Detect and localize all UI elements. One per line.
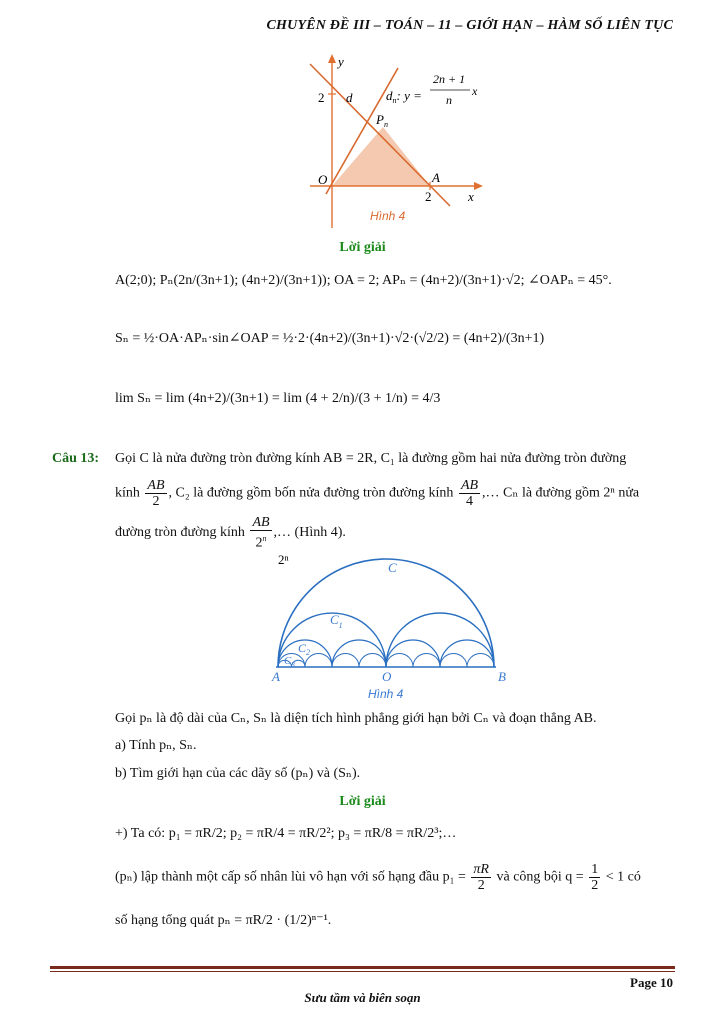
problem-line1: Gọi pₙ là độ dài của Cₙ, Sₙ là diện tích hình phẳng giới hạn bởi Cₙ và đoạn thẳng AB. (115, 711, 597, 726)
label-C3: $C_3$ (284, 655, 295, 669)
label-Pn: $P_n$ (376, 112, 388, 129)
arc-C2 (278, 640, 494, 667)
label-eq-num: 2n + 1 (433, 72, 466, 86)
s2-text-a: (pₙ) lập thành một cấp số nhân lùi vô hạn với số hạng đầu p₁ = (115, 869, 466, 885)
label-B2: B (498, 669, 506, 684)
footer-rule-thick (50, 966, 675, 969)
figure-2-semicircles (270, 550, 520, 700)
arc-C (278, 559, 494, 667)
footer-credit: Sưu tầm và biên soạn (304, 990, 421, 1005)
arc-C1-right (386, 613, 494, 667)
fraction-ab-2: $\frac{AB}{2}$ (147, 478, 165, 509)
question-13-line1: Gọi C là nửa đường tròn đường kính AB = 2R, C₁ là đường gồm hai nửa đường tròn đường (115, 451, 627, 466)
solution1-line2 (115, 330, 544, 347)
y-axis-arrow (328, 54, 336, 63)
solution1-line2-text: Sₙ = ½·OA·APₙ·sin∠OAP = ½·2·(4n+2)/(3n+1)·√2·(√2/2) = (4n+2)/(3n+1) (115, 331, 545, 346)
q13-text-a: kính (115, 485, 140, 501)
question-13-line3 (115, 515, 346, 551)
fraction-1-2: $\frac{1}{2}$ (591, 862, 599, 893)
q13-text-b: , C₂ là đường gồm bốn nửa đường tròn đường kính (168, 485, 454, 501)
s2-text-b: và công bội q = (496, 869, 584, 885)
label-2-x: 2 (425, 189, 432, 204)
fraction-piR-2: $\frac{\pi R}{2}$ (473, 862, 489, 893)
label-eq-den: n (446, 93, 452, 107)
figure-2-caption: Hình 4 (368, 687, 404, 700)
page-header: CHUYÊN ĐỀ III – TOÁN – 11 – GIỚI HẠN – HÀM SỐ LIÊN TỤC (266, 18, 673, 33)
label-y: y (338, 54, 344, 69)
s2-text-c: < 1 có (605, 869, 641, 885)
solution-title-1: Lời giải (339, 240, 386, 255)
figure-1-graph (290, 50, 490, 230)
label-d: d (346, 90, 353, 105)
x-axis-arrow (474, 182, 483, 190)
question-13-line2 (115, 478, 675, 509)
label-eq-x: x (472, 84, 478, 98)
fraction-ab-4: $\frac{AB}{4}$ (460, 478, 479, 509)
label-dn: $d_n$: y = (386, 88, 422, 105)
q13-text-d: đường tròn đường kính (115, 525, 245, 541)
label-A2: A (272, 669, 280, 684)
solution1-line1 (115, 272, 612, 289)
solution2-line3: số hạng tổng quát pₙ = πR/2 · (1/2)ⁿ⁻¹. (115, 913, 332, 928)
problem-part-a: a) Tính pₙ, Sₙ. (115, 738, 197, 753)
fraction-ab-2n: $\frac{AB}{2^n}$ (252, 515, 270, 551)
question-13-label: Câu 13: (52, 451, 100, 466)
label-x: x (468, 189, 474, 204)
label-C2: $C_2$ (298, 641, 311, 657)
label-C: C (388, 560, 397, 575)
figure-1-caption: Hình 4 (370, 209, 406, 223)
label-A: A (432, 170, 440, 185)
footer-rule-thin (50, 971, 675, 972)
solution2-line1: +) Ta có: p₁ = πR/2; p₂ = πR/4 = πR/2²; p₃ = πR/8 = πR/2³;… (115, 826, 457, 841)
page-number: Page 10 (630, 975, 673, 990)
problem-part-b: b) Tìm giới hạn của các dãy số (pₙ) và (Sₙ). (115, 766, 361, 781)
solution1-line3-text: lim Sₙ = lim (4n+2)/(3n+1) = lim (4 + 2/n)/(3 + 1/n) = 4/3 (115, 391, 441, 406)
label-O: O (318, 172, 328, 187)
solution2-line2 (115, 862, 641, 893)
solution1-line3 (115, 390, 440, 407)
label-C1: $C_1$ (330, 612, 343, 630)
solution1-line1-text: A(2;0); Pₙ(2n/(3n+1); (4n+2)/(3n+1)); OA = 2; APₙ = (4n+2)/(3n+1)·√2; ∠OAPₙ = 45°. (115, 273, 612, 288)
label-2-y: 2 (318, 90, 325, 105)
label-O2: O (382, 669, 392, 684)
solution-title-2: Lời giải (339, 794, 386, 809)
q13-text-c: ,… Cₙ là đường gồm 2ⁿ nửa (482, 485, 640, 501)
stray-label: 2ⁿ (278, 552, 289, 567)
q13-text-e: ,… (Hình 4). (273, 525, 346, 541)
